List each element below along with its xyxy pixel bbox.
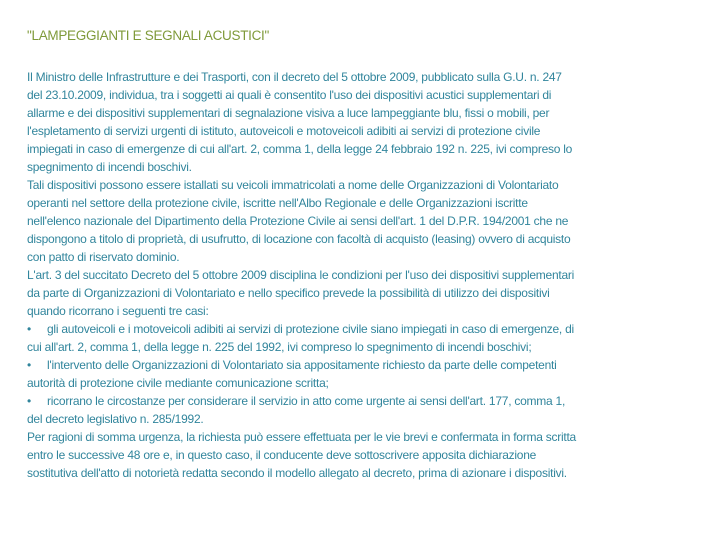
bullet-icon: • xyxy=(27,322,31,336)
text-line: l'espletamento di servizi urgenti di istituto, autoveicoli e motoveicoli adibiti ai servizi di protezione civile xyxy=(27,124,541,138)
document-title: "LAMPEGGIANTI E SEGNALI ACUSTICI" xyxy=(27,28,269,43)
text-line: allarme e dei dispositivi supplementari di segnalazione visiva a luce lampeggiante blu, fissi o mobili, per xyxy=(27,106,550,120)
text-line: cui all'art. 2, comma 1, della legge n. 225 del 1992, ivi compreso lo spegnimento di incendi boschivi; xyxy=(27,340,532,354)
bullet-item xyxy=(27,356,717,374)
text-line: L'art. 3 del succitato Decreto del 5 ottobre 2009 disciplina le condizioni per l'uso dei dispositivi supplementari xyxy=(27,268,575,282)
text-line: nell'elenco nazionale del Dipartimento della Protezione Civile ai sensi dell'art. 1 del D.P.R. 194/2001 che ne xyxy=(27,214,569,228)
text-line: autorità di protezione civile mediante comunicazione scritta; xyxy=(27,376,329,390)
text-line: impiegati in caso di emergenze di cui all'art. 2, comma 1, della legge 24 febbraio 192 n. 225, ivi compreso lo xyxy=(27,142,573,156)
text-line: del decreto legislativo n. 285/1992. xyxy=(27,412,204,426)
text-line: gli autoveicoli e i motoveicoli adibiti ai servizi di protezione civile siano impiegati in caso di emergenze, di xyxy=(47,322,574,336)
text-line: Per ragioni di somma urgenza, la richiesta può essere effettuata per le vie brevi e confermata in forma scritta xyxy=(27,430,576,444)
text-line: da parte di Organizzazioni di Volontariato e nello specifico prevede la possibilità di utilizzo dei dispositivi xyxy=(27,286,550,300)
text-line: spegnimento di incendi boschivi. xyxy=(27,160,192,174)
text-line: sostitutiva dell'atto di notorietà redatta secondo il modello allegato al decreto, prima di azionare i dispositivi. xyxy=(27,466,567,480)
text-line: Il Ministro delle Infrastrutture e dei Trasporti, con il decreto del 5 ottobre 2009, pubblicato sulla G.U. n. 247 xyxy=(27,70,562,84)
text-line: l'intervento delle Organizzazioni di Volontariato sia appositamente richiesto da parte delle competenti xyxy=(47,358,557,372)
text-line: operanti nel settore della protezione civile, iscritte nell'Albo Regionale e delle Organizzazioni iscritte xyxy=(27,196,528,210)
text-line: del 23.10.2009, individua, tra i soggetti ai quali è consentito l'uso dei dispositivi acustici supplementari di xyxy=(27,88,552,102)
text-line: quando ricorrano i seguenti tre casi: xyxy=(27,304,209,318)
text-line: dispongono a titolo di proprietà, di usufrutto, di locazione con facoltà di acquisto (leasing) ovvero di acquisto xyxy=(27,232,571,246)
text-line: ricorrano le circostanze per considerare il servizio in atto come urgente ai sensi dell'art. 177, comma 1, xyxy=(47,394,566,408)
text-line: Tali dispositivi possono essere istallati su veicoli immatricolati a nome delle Organizzazioni di Volontariato xyxy=(27,178,559,192)
text-line: entro le successive 48 ore e, in questo caso, il conducente deve sottoscrivere apposita dichiarazione xyxy=(27,448,537,462)
bullet-item xyxy=(27,392,717,410)
bullet-item xyxy=(27,320,717,338)
bullet-icon: • xyxy=(27,394,31,408)
document-body xyxy=(27,68,717,482)
text-line: con patto di riservato dominio. xyxy=(27,250,180,264)
bullet-icon: • xyxy=(27,358,31,372)
